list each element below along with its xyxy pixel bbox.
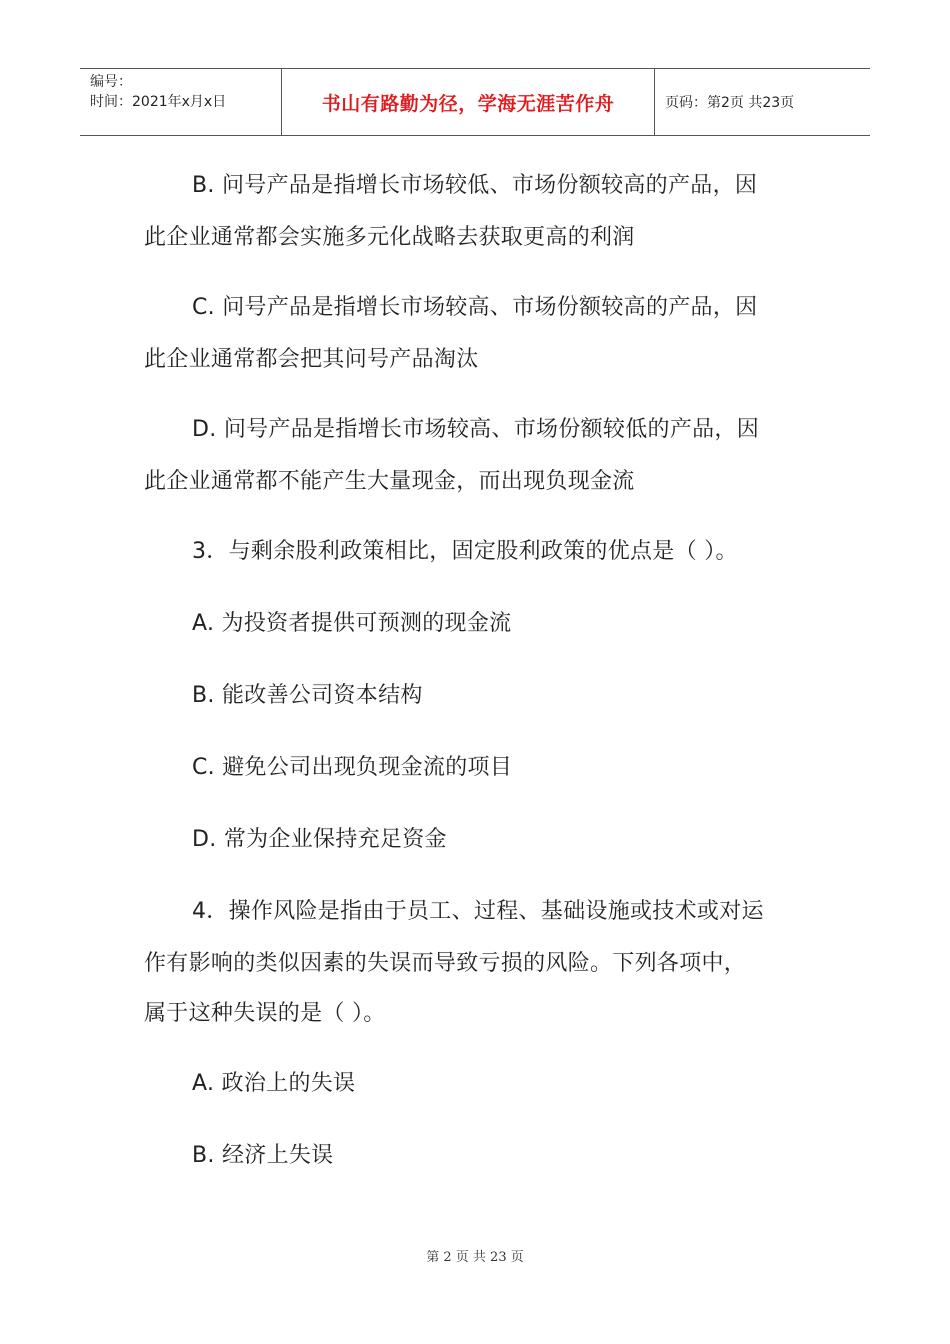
- q3-option-c: C. 避免公司出现负现金流的项目: [192, 755, 513, 780]
- option-d-line-1: D. 问号产品是指增长市场较高、市场份额较低的产品，因: [192, 417, 760, 442]
- question-4-line-1: 4．操作风险是指由于员工、过程、基础设施或技术或对运: [192, 899, 764, 924]
- header-page-info: 页码：第2页 共23页: [665, 95, 795, 111]
- question-4-line-3: 属于这种失误的是（ ）。: [144, 1001, 386, 1026]
- header-page-info-cell: [655, 69, 870, 135]
- q3-option-a: A. 为投资者提供可预测的现金流: [192, 611, 512, 636]
- q4-option-a: A. 政治上的失误: [192, 1071, 356, 1096]
- q4-option-b: B. 经济上失误: [192, 1143, 334, 1168]
- header-time-label: 时间：2021年x月x日: [90, 94, 227, 110]
- option-d-line-2: 此企业通常都不能产生大量现金，而出现负现金流: [144, 469, 635, 494]
- header-meta: [80, 69, 282, 135]
- header-motto: 书山有路勤为径，学海无涯苦作舟: [321, 92, 615, 115]
- question-3: 3．与剩余股利政策相比，固定股利政策的优点是（ ）。: [192, 539, 738, 564]
- header-number-label: 编号：: [90, 74, 132, 90]
- option-b-line-1: B. 问号产品是指增长市场较低、市场份额较高的产品，因: [192, 173, 758, 198]
- page-header: [80, 68, 870, 136]
- q3-option-d: D. 常为企业保持充足资金: [192, 827, 447, 852]
- page-footer: 第 2 页 共 23 页: [426, 1250, 524, 1265]
- option-b-line-2: 此企业通常都会实施多元化战略去获取更高的利润: [144, 225, 635, 250]
- header-motto-cell: [282, 69, 655, 135]
- q3-option-b: B. 能改善公司资本结构: [192, 683, 423, 708]
- option-c-line-2: 此企业通常都会把其问号产品淘汰: [144, 347, 479, 372]
- option-c-line-1: C. 问号产品是指增长市场较高、市场份额较高的产品，因: [192, 295, 758, 320]
- question-4-line-2: 作有影响的类似因素的失误而导致亏损的风险。下列各项中，: [144, 951, 747, 976]
